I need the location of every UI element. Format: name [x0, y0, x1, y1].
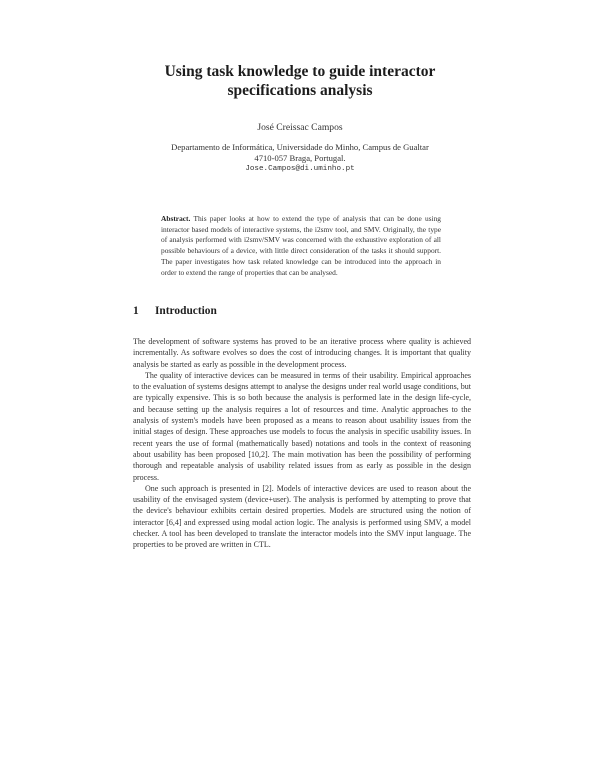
paragraph: One such approach is presented in [2]. Models of interactive devices are used to reason about the usability of the envisaged system (device+user). The analysis is performed by attempting to prove that the device's behaviour exhibits certain desired properties. Models are structured using the notion of interactor [6,4] and expressed using modal action logic. The analysis is performed using SMV, a model checker. A tool has been developed to translate the interactor models into the SMV input language. The properties to be proved are written in CTL. [133, 483, 471, 550]
author-email: Jose.Campos@di.uminho.pt [245, 165, 355, 173]
paper-title: Using task knowledge to guide interactor specifications analysis [164, 63, 436, 99]
paragraph: The development of software systems has proved to be an iterative process where quality is achieved incrementally. As software evolves so does the cost of introducing changes. It is important that quality analysis be started as early as possible in the development process. [133, 337, 471, 369]
paragraph: The quality of interactive devices can be measured in terms of their usability. Empirical approaches to the evaluation of systems designs attempt to analyse the designs under real world usage conditions, but are typically expensive. This is so both because the analysis is performed late in the design life-cycle, and because setting up the analysis requires a lot of resources and time. Analytic approaches to the analysis of system's models have been proposed as a means to reason about usability issues from the initial stages of design. These approaches use models to focus the analysis in specific usability issues. In recent years the use of formal (mathematically based) notations and tools in the context of reasoning about usability has been proposed [10,2]. The main motivation has been the possibility of performing thorough and repeatable analysis of usability related issues from as early as possible in the design process. [133, 370, 471, 482]
abstract-label: Abstract. [161, 214, 191, 223]
affiliation-line-2: 4710-057 Braga, Portugal. [254, 153, 346, 163]
section-number: 1 [133, 305, 139, 317]
abstract [161, 214, 441, 278]
abstract-text: This paper looks at how to extend the type of analysis that can be done using interactor based models of interactive systems, the i2smv tool, and SMV. Originally, the type of analysis performed with i2smv/SMV was concerned with the exhaustive exploration of all possible behaviours of a device, with little direct consideration of the tasks it should support. The paper investigates how task related knowledge can be introduced into the approach in order to extend the range of properties that can be analysed. [161, 214, 441, 277]
author-affiliation [110, 142, 490, 175]
section-heading [133, 305, 473, 317]
author-name: José Creissac Campos [257, 122, 343, 133]
body-text [133, 336, 471, 551]
affiliation-line-1: Departamento de Informática, Universidade do Minho, Campus de Gualtar [171, 142, 429, 152]
section-title: Introduction [155, 305, 217, 317]
